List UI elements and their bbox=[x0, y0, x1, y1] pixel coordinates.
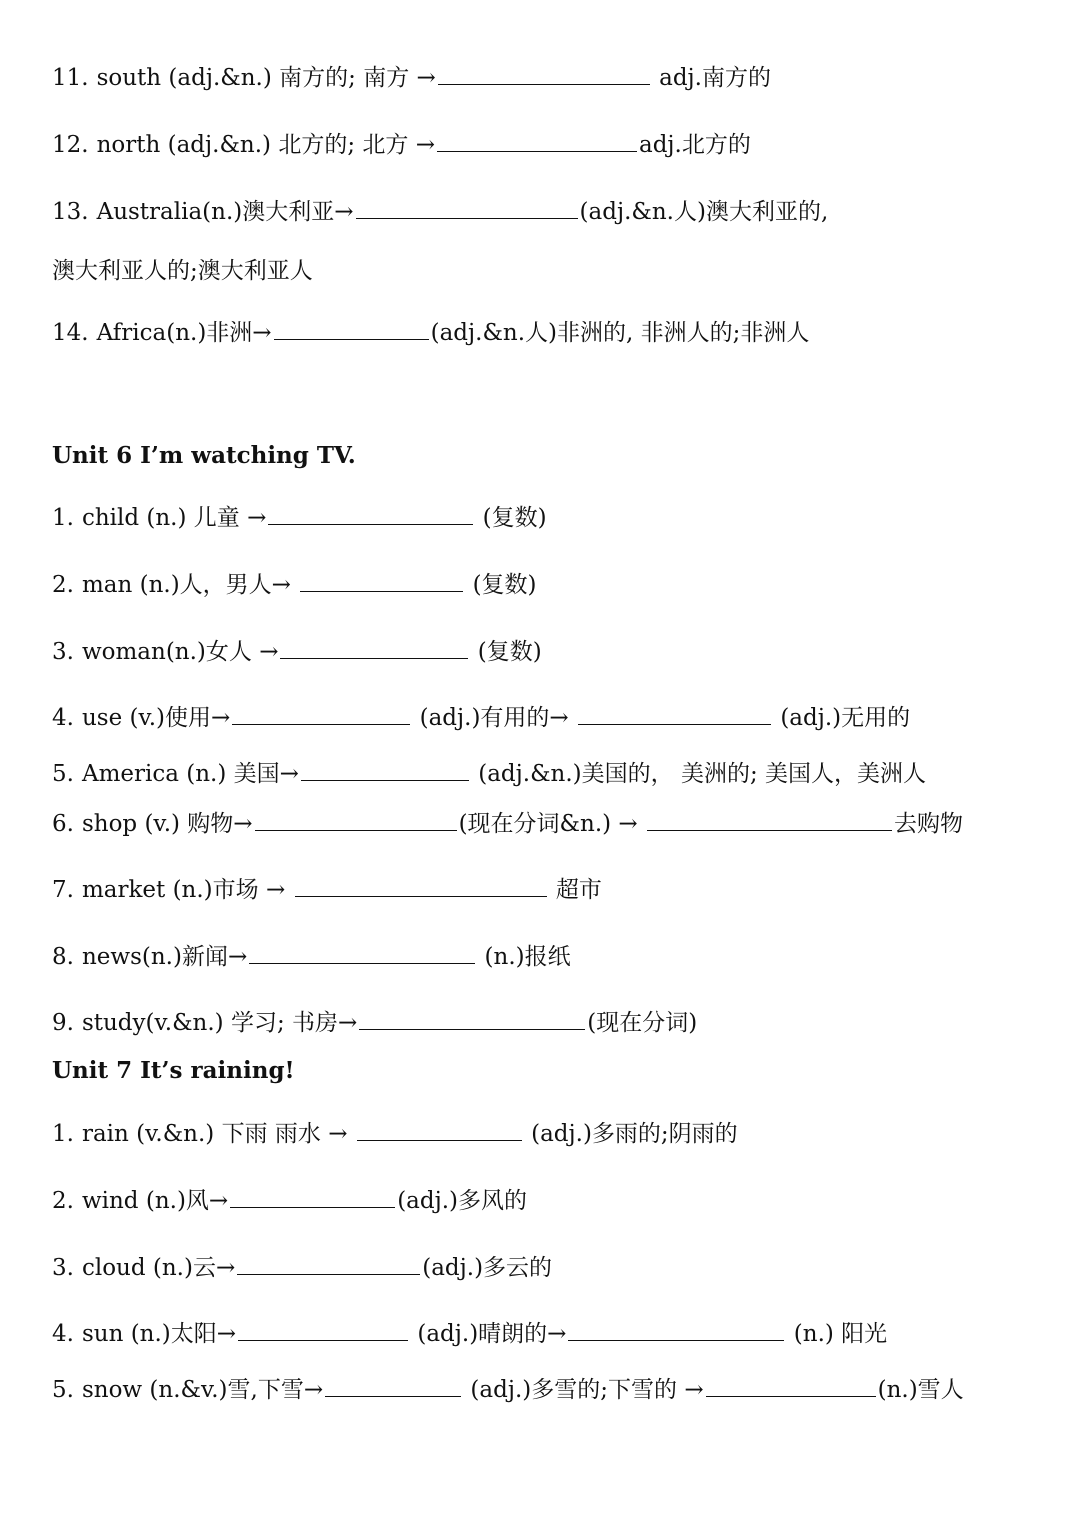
item-suffix: (adj.&n.)美国的， 美洲的; 美国人，美洲人 bbox=[470, 761, 927, 787]
item-suffix: (adj.)无用的 bbox=[773, 705, 911, 731]
item-number: 4. bbox=[52, 705, 74, 731]
item-suffix: (adj.)多云的 bbox=[422, 1255, 553, 1281]
item-middle: (adj.)晴朗的→ bbox=[410, 1321, 567, 1347]
answer-blank[interactable] bbox=[300, 569, 463, 592]
answer-blank[interactable] bbox=[237, 1252, 420, 1275]
answer-blank[interactable] bbox=[268, 502, 473, 525]
item-number: 1. bbox=[52, 505, 74, 531]
item-prompt: north (adj.&n.) 北方的; 北方 → bbox=[96, 132, 435, 158]
vocab-item bbox=[52, 941, 571, 973]
item-number: 8. bbox=[52, 944, 74, 970]
item-suffix: (复数) bbox=[475, 505, 547, 531]
item-prompt: sun (n.)太阳→ bbox=[81, 1321, 237, 1347]
answer-blank[interactable] bbox=[356, 196, 578, 219]
item-prompt: cloud (n.)云→ bbox=[81, 1255, 236, 1281]
item-prompt: wind (n.)风→ bbox=[81, 1188, 229, 1214]
item-prompt: south (adj.&n.) 南方的; 南方 → bbox=[96, 65, 436, 91]
vocab-item bbox=[52, 1252, 552, 1284]
item-suffix: (n.)雪人 bbox=[877, 1377, 964, 1403]
item-suffix: (复数) bbox=[465, 572, 537, 598]
answer-blank[interactable] bbox=[232, 702, 410, 725]
answer-blank[interactable] bbox=[706, 1374, 876, 1397]
vocab-item-continuation bbox=[52, 255, 313, 287]
item-prompt: man (n.)人，男人→ bbox=[81, 572, 299, 598]
item-number: 14. bbox=[52, 320, 89, 346]
item-prompt: America (n.) 美国→ bbox=[81, 761, 299, 787]
answer-blank[interactable] bbox=[568, 1318, 784, 1341]
answer-blank[interactable] bbox=[301, 758, 469, 781]
item-number: 5. bbox=[52, 1377, 74, 1403]
item-prompt: woman(n.)女人 → bbox=[81, 639, 279, 665]
vocab-item bbox=[52, 702, 910, 734]
item-prompt: child (n.) 儿童 → bbox=[81, 505, 267, 531]
vocab-item bbox=[52, 1185, 527, 1217]
item-number: 1. bbox=[52, 1121, 74, 1147]
item-suffix: (adj.&n.人)澳大利亚的, bbox=[579, 199, 829, 225]
item-suffix: (adj.&n.人)非洲的, 非洲人的;非洲人 bbox=[430, 320, 810, 346]
unit-7-heading: Unit 7 It’s raining! bbox=[52, 1057, 295, 1084]
answer-blank[interactable] bbox=[238, 1318, 408, 1341]
unit-6-heading: Unit 6 I’m watching TV. bbox=[52, 442, 356, 469]
vocab-item bbox=[52, 874, 602, 906]
item-number: 6. bbox=[52, 811, 74, 837]
vocab-item bbox=[52, 502, 547, 534]
item-suffix: (adj.)多风的 bbox=[397, 1188, 528, 1214]
vocab-item bbox=[52, 569, 537, 601]
vocab-item bbox=[52, 1318, 887, 1350]
vocab-item bbox=[52, 758, 926, 790]
item-suffix: (n.) 阳光 bbox=[786, 1321, 888, 1347]
answer-blank[interactable] bbox=[249, 941, 475, 964]
item-middle: (adj.)多雪的;下雪的 → bbox=[463, 1377, 704, 1403]
item-prompt: news(n.)新闻→ bbox=[81, 944, 248, 970]
item-prompt: study(v.&n.) 学习; 书房→ bbox=[81, 1010, 358, 1036]
item-prompt: shop (v.) 购物→ bbox=[81, 811, 253, 837]
item-suffix: adj.北方的 bbox=[638, 132, 751, 158]
answer-blank[interactable] bbox=[359, 1007, 585, 1030]
vocab-item bbox=[52, 1374, 964, 1406]
item-suffix: 超市 bbox=[548, 877, 602, 903]
answer-blank[interactable] bbox=[357, 1118, 522, 1141]
vocab-item bbox=[52, 196, 828, 228]
item-suffix: 去购物 bbox=[894, 811, 963, 837]
answer-blank[interactable] bbox=[295, 874, 547, 897]
item-middle: (adj.)有用的→ bbox=[412, 705, 577, 731]
item-prompt: 澳大利亚人的;澳大利亚人 bbox=[52, 258, 313, 284]
answer-blank[interactable] bbox=[647, 808, 892, 831]
item-suffix: (n.)报纸 bbox=[477, 944, 571, 970]
answer-blank[interactable] bbox=[578, 702, 771, 725]
item-number: 9. bbox=[52, 1010, 74, 1036]
answer-blank[interactable] bbox=[325, 1374, 461, 1397]
item-number: 12. bbox=[52, 132, 89, 158]
item-number: 3. bbox=[52, 1255, 74, 1281]
item-number: 3. bbox=[52, 639, 74, 665]
item-middle: (现在分词&n.) → bbox=[458, 811, 645, 837]
vocab-item bbox=[52, 317, 809, 349]
item-prompt: Africa(n.)非洲→ bbox=[96, 320, 272, 346]
item-number: 11. bbox=[52, 65, 89, 91]
answer-blank[interactable] bbox=[274, 317, 429, 340]
answer-blank[interactable] bbox=[437, 129, 637, 152]
item-suffix: (adj.)多雨的;阴雨的 bbox=[523, 1121, 738, 1147]
answer-blank[interactable] bbox=[280, 636, 468, 659]
item-number: 4. bbox=[52, 1321, 74, 1347]
item-prompt: market (n.)市场 → bbox=[81, 877, 293, 903]
answer-blank[interactable] bbox=[230, 1185, 395, 1208]
vocab-item bbox=[52, 129, 751, 161]
item-number: 5. bbox=[52, 761, 74, 787]
vocab-item bbox=[52, 636, 542, 668]
answer-blank[interactable] bbox=[255, 808, 457, 831]
vocab-item bbox=[52, 1118, 738, 1150]
answer-blank[interactable] bbox=[438, 62, 650, 85]
item-number: 13. bbox=[52, 199, 89, 225]
vocab-item bbox=[52, 1007, 697, 1039]
item-prompt: rain (v.&n.) 下雨 雨水 → bbox=[81, 1121, 355, 1147]
item-suffix: (复数) bbox=[470, 639, 542, 665]
item-number: 7. bbox=[52, 877, 74, 903]
item-number: 2. bbox=[52, 1188, 74, 1214]
item-number: 2. bbox=[52, 572, 74, 598]
item-suffix: (现在分词) bbox=[587, 1010, 698, 1036]
item-prompt: Australia(n.)澳大利亚→ bbox=[96, 199, 354, 225]
item-suffix: adj.南方的 bbox=[651, 65, 771, 91]
item-prompt: use (v.)使用→ bbox=[81, 705, 231, 731]
vocab-item bbox=[52, 62, 771, 94]
vocab-item bbox=[52, 808, 963, 840]
item-prompt: snow (n.&v.)雪,下雪→ bbox=[81, 1377, 324, 1403]
